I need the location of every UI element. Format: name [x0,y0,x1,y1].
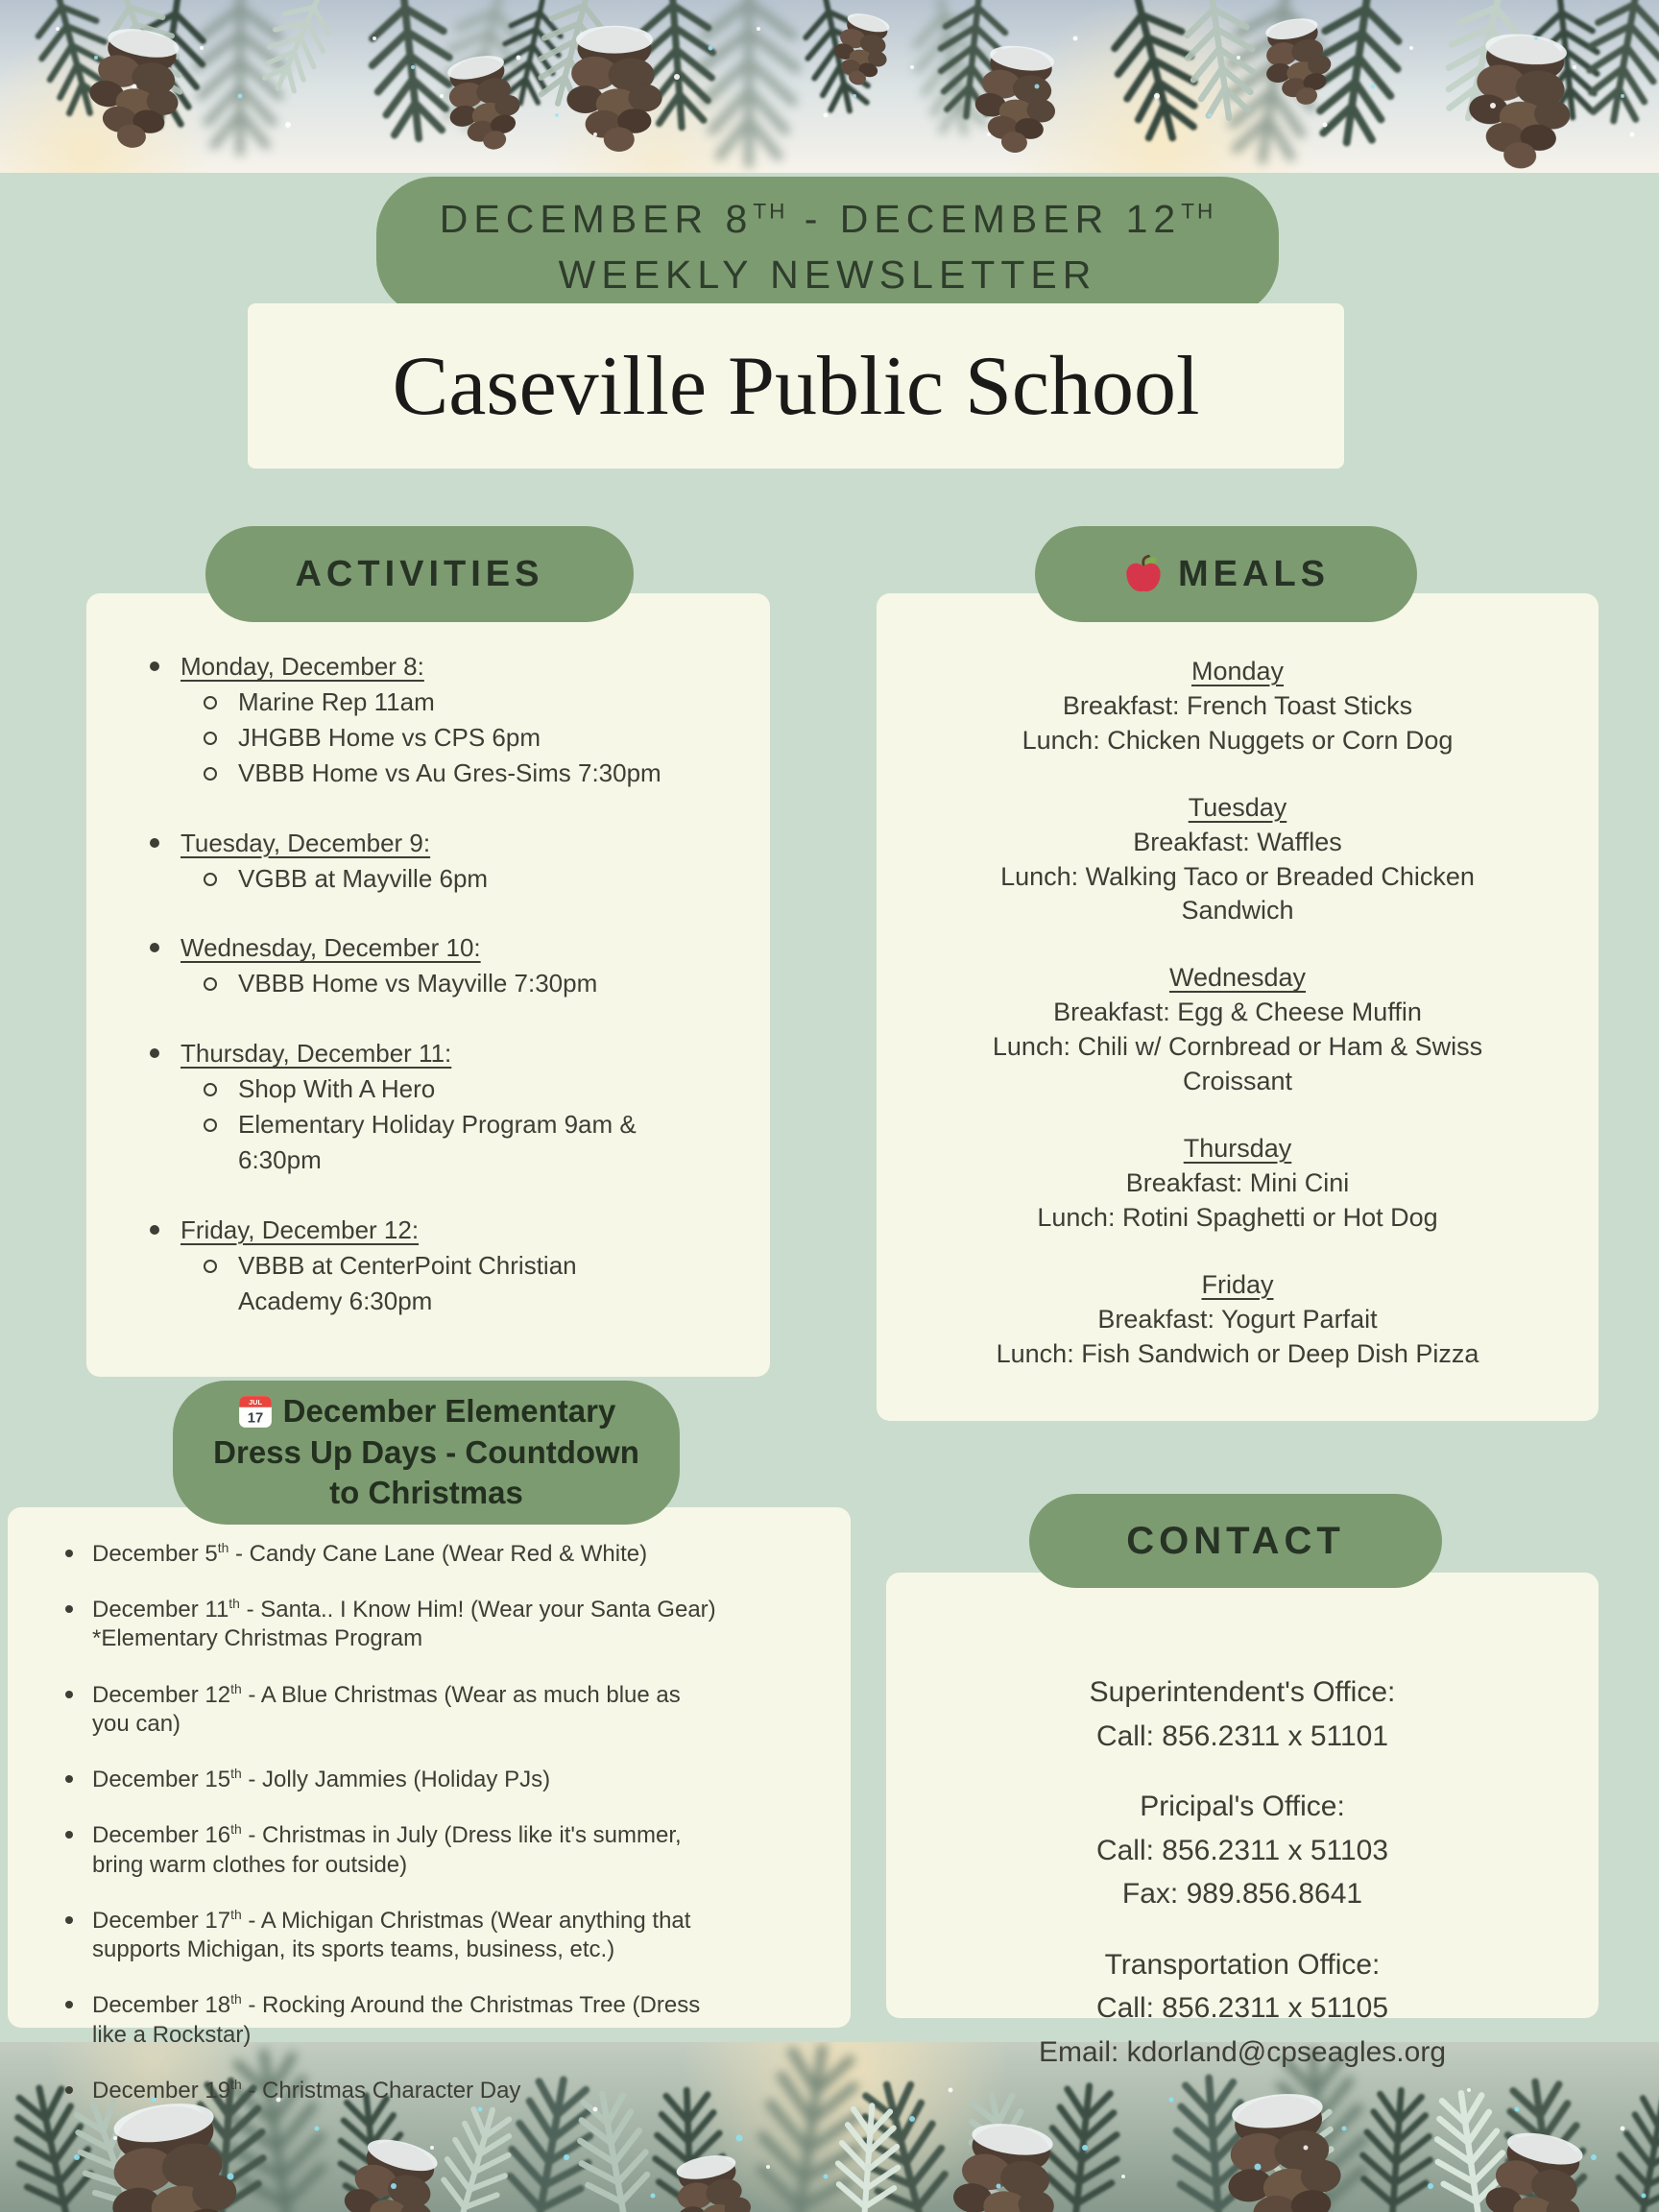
newsletter-subtitle: WEEKLY NEWSLETTER [558,252,1097,297]
dressup-item: December 16th - Christmas in July (Dress like it's summer, bring warm clothes for outside) [54,1821,716,1879]
sub-bullet-icon [204,1118,217,1132]
bullet-icon [65,2086,73,2094]
dressup-item: December 11th - Santa.. I Know Him! (Wear your Santa Gear) *Elementary Christmas Program [54,1596,716,1653]
sub-bullet-icon [204,696,217,709]
bullet-icon [65,2001,73,2008]
sub-bullet-icon [204,873,217,886]
meal-day-tuesday: Tuesday Breakfast: Waffles Lunch: Walking Taco or Breaded Chicken Sandwich [1000,792,1475,926]
contact-transportation: Transportation Office: Call: 856.2311 x 51105 Email: kdorland@cpseagles.org [886,1947,1599,2071]
apple-icon [1122,553,1165,595]
activities-day-wednesday: Wednesday, December 10: VBBB Home vs Mayville 7:30pm [144,930,684,1001]
sub-bullet-icon [204,1083,217,1096]
dressup-card [8,1507,851,2104]
title-card [248,303,1344,469]
meals-section-header [1035,526,1417,622]
contact-superintendent: Superintendent's Office: Call: 856.2311 x 51101 [1089,1676,1396,1752]
newsletter-date-line: DECEMBER 8TH - DECEMBER 12TH [439,196,1216,241]
meal-day-friday: Friday Breakfast: Yogurt Parfait Lunch: Fish Sandwich or Deep Dish Pizza [996,1269,1479,1368]
sub-bullet-icon [204,767,217,781]
bullet-icon [150,1225,159,1235]
activities-day-friday: Friday, December 12: VBBB at CenterPoint Christian Academy 6:30pm [144,1213,684,1319]
sub-bullet-icon [204,732,217,745]
newsletter-date-banner [376,177,1279,317]
svg-text:17: 17 [247,1410,263,1427]
dressup-item: December 19th - Christmas Character Day [54,2077,716,2105]
bullet-icon [65,1916,73,1924]
svg-text:JUL: JUL [248,1398,262,1407]
bullet-icon [150,838,159,848]
meal-day-wednesday: Wednesday Breakfast: Egg & Cheese Muffin Lunch: Chili w/ Cornbread or Ham & Swiss Croissant [992,963,1483,1096]
bullet-icon [150,943,159,952]
dressup-item: December 5th - Candy Cane Lane (Wear Red & White) [54,1540,716,1569]
bullet-icon [150,1048,159,1058]
dressup-item: December 15th - Jolly Jammies (Holiday PJs) [54,1766,716,1794]
activities-card [86,593,770,1377]
meal-day-thursday: Thursday Breakfast: Mini Cini Lunch: Rotini Spaghetti or Hot Dog [1037,1133,1438,1232]
bullet-icon [65,1775,73,1783]
bullet-icon [65,1691,73,1698]
bullet-icon [150,661,159,671]
contact-principal: Pricipal's Office: Call: 856.2311 x 51103 Fax: 989.856.8641 [1095,1791,1389,1910]
dressup-section-header: JUL 17 December Elementary Dress Up Days - Countdown to Christmas [173,1381,680,1525]
contact-section-header [1029,1494,1442,1588]
school-name: Caseville Public School [392,339,1200,433]
activities-title: ACTIVITIES [295,553,544,594]
contact-card [886,1573,1599,2068]
bullet-icon [65,1831,73,1839]
activities-section-header [205,526,634,622]
contact-title: CONTACT [1126,1519,1345,1562]
meal-day-monday: Monday Breakfast: French Toast Sticks Lunch: Chicken Nuggets or Corn Dog [1022,657,1454,755]
dressup-item: December 12th - A Blue Christmas (Wear as much blue as you can) [54,1681,716,1739]
meals-title: MEALS [1178,553,1330,594]
sub-bullet-icon [204,977,217,991]
contact-email: Email: kdorland@cpseagles.org [1039,2035,1446,2068]
bullet-icon [65,1605,73,1613]
activities-day-monday: Monday, December 8: Marine Rep 11am JHGBB Home vs CPS 6pm VBBB Home vs Au Gres-Sims 7:30pm [144,649,684,791]
top-banner-photo [0,0,1659,173]
bullet-icon [65,1550,73,1557]
dressup-item: December 17th - A Michigan Christmas (Wear anything that supports Michigan, its sports teams, business, etc.) [54,1907,716,1964]
calendar-icon [237,1393,274,1430]
activities-day-thursday: Thursday, December 11: Shop With A Hero Elementary Holiday Program 9am & 6:30pm [144,1036,684,1178]
sub-bullet-icon [204,1260,217,1273]
dressup-item: December 18th - Rocking Around the Christmas Tree (Dress like a Rockstar) [54,1991,716,2049]
meals-card [877,593,1599,1421]
activities-day-tuesday: Tuesday, December 9: VGBB at Mayville 6pm [144,826,684,897]
